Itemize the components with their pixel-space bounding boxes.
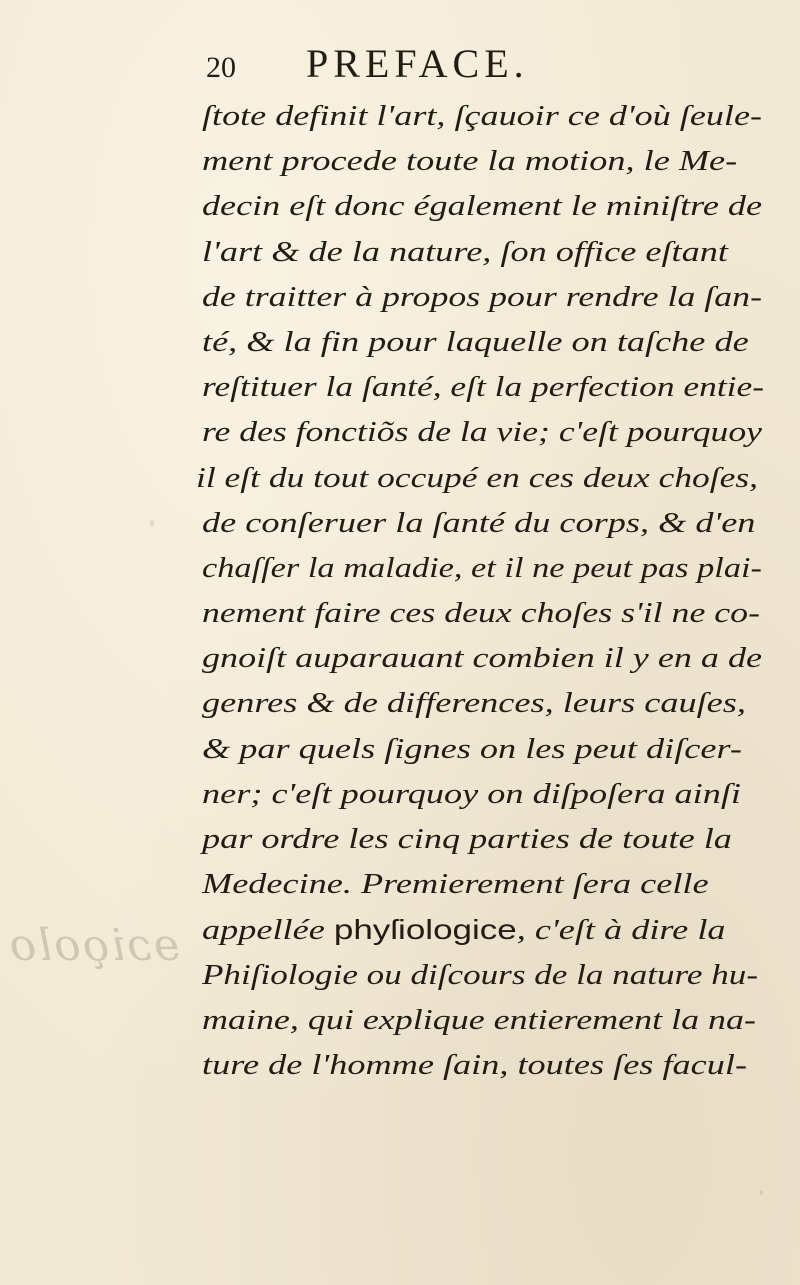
text-line: Phiſiologie ou diſcours de la nature hu- [202,958,758,991]
text-line: maine, qui explique entierement la na- [202,1003,756,1036]
text-line: l'art & de la nature, ſon office eſtant [202,235,728,268]
text-line: par ordre les cinq parties de toute la [202,823,732,855]
text-line: ture de l'homme ſain, toutes ſes facul- [202,1048,748,1081]
ink-spot [150,520,154,526]
text-line: appellée phyſiologice, c'eſt à dire la [202,914,726,947]
text-line: de traitter à propos pour rendre la ſan- [202,280,762,313]
text-line: nement faire ces deux choſes s'il ne co- [202,597,760,630]
text-line: il eſt du tout occupé en ces deux choſes, [196,461,758,494]
running-head: PREFACE. [306,41,529,86]
text-line: chaſſer la maladie, et il ne peut pas plai- [202,551,762,584]
text-line: genres & de differences, leurs cauſes, [202,687,746,720]
roman-word: phyſiologice [333,914,517,946]
page-number: 20 [206,51,236,84]
ink-spot [760,1190,763,1195]
text-line: reſtituer la ſanté, eſt la perfection entie- [202,371,764,404]
text-line: de conſeruer la ſanté du corps, & d'en [202,506,756,539]
text-line: ner; c'eſt pourquoy on diſpoſera ainſi [202,777,742,810]
text-line: & par quels ſignes on les peut diſcer- [202,732,742,765]
text-line: ment procede toute la motion, le Me- [202,145,738,178]
text-line: gnoiſt auparauant combien il y en a de [202,642,762,675]
text-line: decin eſt donc également le miniſtre de [202,190,762,223]
page-header [206,40,529,96]
text-line: re des fonctiõs de la vie; c'eſt pourquoy [202,416,762,449]
text-line: ſtote definit l'art, ſçauoir ce d'où ſeule- [202,100,762,132]
bleed-through-ink: ɘɔiǫolo [7,920,180,971]
body-text [196,94,768,1088]
text-line: Medecine. Premierement ſera celle [202,868,709,901]
text-line: té, & la fin pour laquelle on taſche de [202,325,749,358]
